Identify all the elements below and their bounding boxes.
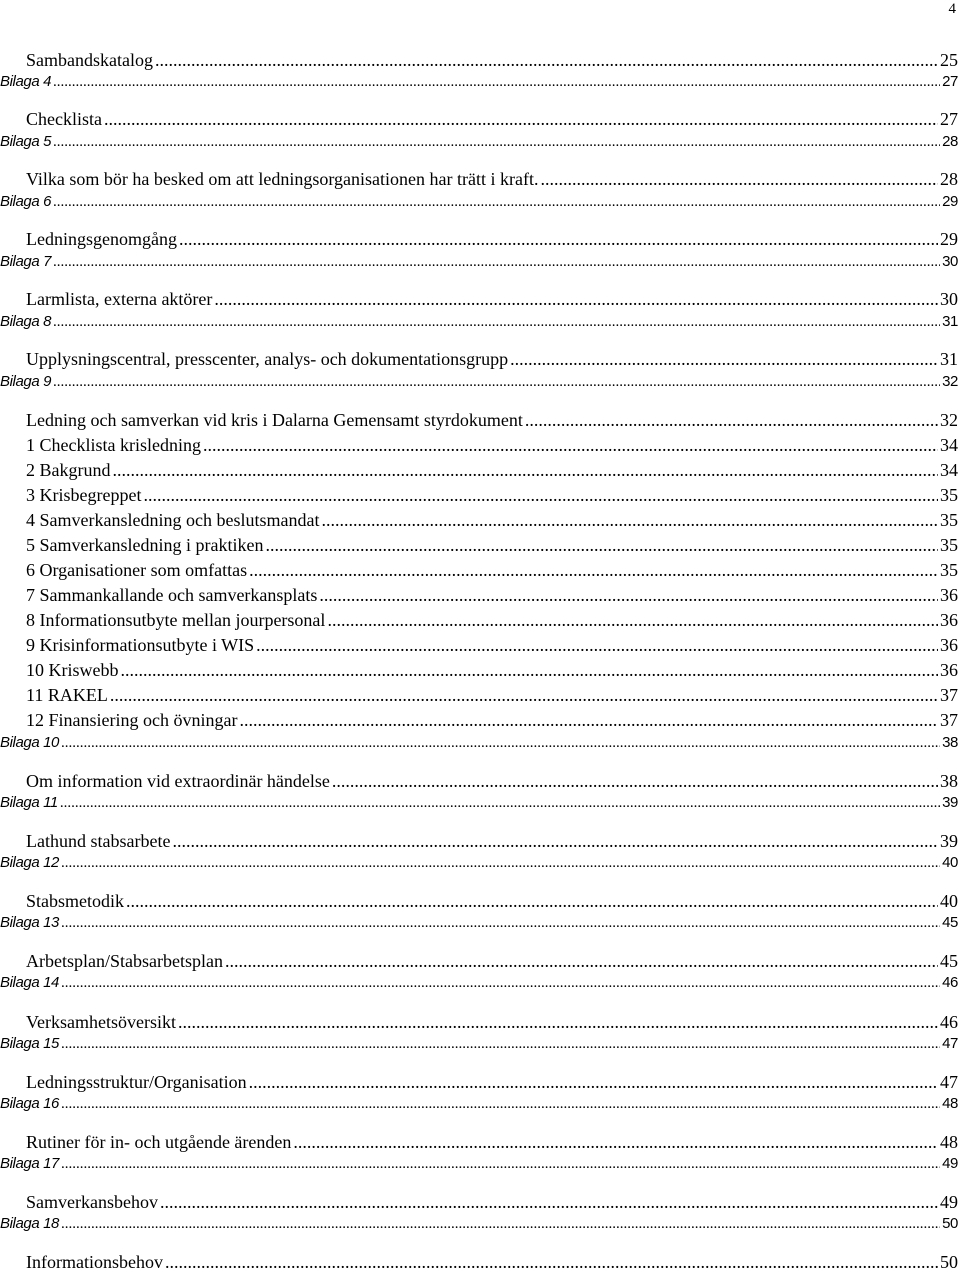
toc-entry-label: 11 RAKEL <box>26 685 108 705</box>
toc-leader-dots <box>104 108 938 130</box>
toc-entry-page: 48 <box>940 1132 958 1152</box>
toc-entry[interactable] <box>26 684 958 706</box>
toc-entry-label: Bilaga 8 <box>0 313 52 330</box>
toc-entry-label: Ledningsstruktur/Organisation <box>26 1072 247 1092</box>
toc-entry[interactable] <box>26 770 958 792</box>
toc-leader-dots <box>319 584 938 606</box>
toc-entry[interactable] <box>26 709 958 731</box>
toc-entry-label: 2 Bakgrund <box>26 460 111 480</box>
toc-entry-page: 27 <box>942 73 958 90</box>
toc-leader-dots <box>178 1011 938 1033</box>
toc-entry-label: 5 Samverkansledning i praktiken <box>26 535 264 555</box>
toc-leader-dots <box>110 684 938 706</box>
toc-leader-dots <box>61 914 940 932</box>
toc-entry[interactable] <box>26 434 958 456</box>
toc-entry[interactable] <box>26 459 958 481</box>
toc-entry-label: Bilaga 14 <box>0 974 59 991</box>
toc-entry-page: 35 <box>940 510 958 530</box>
toc-leader-dots <box>256 634 938 656</box>
toc-leader-dots <box>239 709 938 731</box>
toc-leader-dots <box>160 1191 938 1213</box>
toc-appendix-entry[interactable] <box>0 193 958 211</box>
toc-entry-label: Bilaga 13 <box>0 914 59 931</box>
toc-entry-page: 38 <box>942 734 958 751</box>
toc-leader-dots <box>203 434 938 456</box>
toc-entry[interactable] <box>26 49 958 71</box>
toc-leader-dots <box>143 484 938 506</box>
toc-leader-dots <box>53 133 940 151</box>
toc-entry[interactable] <box>26 1071 958 1093</box>
toc-entry-label: 4 Samverkansledning och beslutsmandat <box>26 510 320 530</box>
toc-entry-page: 25 <box>940 50 958 70</box>
page-number: 4 <box>948 1 956 17</box>
toc-appendix-entry[interactable] <box>0 313 958 331</box>
toc-entry[interactable] <box>26 108 958 130</box>
toc-leader-dots <box>121 659 939 681</box>
toc-entry-label: Bilaga 9 <box>0 373 52 390</box>
toc-entry[interactable] <box>26 509 958 531</box>
toc-entry-label: Checklista <box>26 109 102 129</box>
toc-entry-page: 49 <box>942 1155 958 1172</box>
toc-leader-dots <box>60 794 940 812</box>
toc-leader-dots <box>265 534 938 556</box>
toc-entry-page: 35 <box>940 560 958 580</box>
toc-appendix-entry[interactable] <box>0 974 958 992</box>
toc-entry-label: Bilaga 6 <box>0 193 52 210</box>
toc-entry-label: Samverkansbehov <box>26 1192 158 1212</box>
toc-entry-label: Rutiner för in- och utgående ärenden <box>26 1132 292 1152</box>
toc-entry-label: 1 Checklista krisledning <box>26 435 201 455</box>
toc-leader-dots <box>172 830 938 852</box>
toc-entry-page: 32 <box>942 373 958 390</box>
toc-entry-label: Bilaga 7 <box>0 253 52 270</box>
toc-entry[interactable] <box>26 890 958 912</box>
toc-entry-page: 34 <box>940 435 958 455</box>
toc-entry[interactable] <box>26 559 958 581</box>
toc-entry-label: Bilaga 5 <box>0 133 52 150</box>
toc-entry-page: 39 <box>942 794 958 811</box>
toc-entry[interactable] <box>26 584 958 606</box>
toc-leader-dots <box>53 373 940 391</box>
toc-entry-page: 40 <box>940 891 958 911</box>
toc-appendix-entry[interactable] <box>0 1095 958 1113</box>
toc-leader-dots <box>113 459 939 481</box>
toc-entry-label: Verksamhetsöversikt <box>26 1012 176 1032</box>
toc-entry-page: 35 <box>940 485 958 505</box>
toc-entry-page: 47 <box>942 1035 958 1052</box>
toc-entry-page: 32 <box>940 410 958 430</box>
toc-entry-page: 45 <box>942 914 958 931</box>
toc-entry-label: Ledningsgenomgång <box>26 229 177 249</box>
toc-leader-dots <box>61 734 940 752</box>
toc-entry-label: Vilka som bör ha besked om att ledningsorganisationen har trätt i kraft. <box>26 169 539 189</box>
toc-entry-label: Upplysningscentral, presscenter, analys- och dokumentationsgrupp <box>26 349 509 369</box>
toc-appendix-entry[interactable] <box>0 794 958 812</box>
toc-entry-page: 31 <box>940 349 958 369</box>
toc-entry-page: 29 <box>942 193 958 210</box>
toc-leader-dots <box>165 1251 938 1273</box>
toc-leader-dots <box>332 770 938 792</box>
toc-entry-page: 28 <box>942 133 958 150</box>
toc-entry-page: 27 <box>940 109 958 129</box>
toc-entry-label: 7 Sammankallande och samverkansplats <box>26 585 318 605</box>
toc-entry[interactable] <box>26 484 958 506</box>
toc-entry-page: 30 <box>942 253 958 270</box>
toc-entry-page: 39 <box>940 831 958 851</box>
toc-entry-page: 47 <box>940 1072 958 1092</box>
toc-entry-page: 50 <box>940 1252 958 1272</box>
toc-entry[interactable] <box>26 1131 958 1153</box>
toc-appendix-entry[interactable] <box>0 854 958 872</box>
toc-leader-dots <box>327 609 938 631</box>
toc-entry-page: 45 <box>940 951 958 971</box>
toc-entry-page: 36 <box>940 660 958 680</box>
toc-entry-page: 36 <box>940 635 958 655</box>
toc-entry-page: 30 <box>940 289 958 309</box>
toc-entry[interactable] <box>26 609 958 631</box>
toc-entry-page: 28 <box>940 169 958 189</box>
toc-appendix-entry[interactable] <box>0 914 958 932</box>
toc-entry-page: 36 <box>940 610 958 630</box>
toc-leader-dots <box>249 1071 938 1093</box>
toc-entry-page: 48 <box>942 1095 958 1112</box>
toc-leader-dots <box>249 559 938 581</box>
toc-entry-label: Larmlista, externa aktörer <box>26 289 213 309</box>
toc-entry[interactable] <box>26 830 958 852</box>
toc-entry[interactable] <box>26 228 958 250</box>
toc-entry-label: Lathund stabsarbete <box>26 831 171 851</box>
toc-entry-label: 3 Krisbegreppet <box>26 485 142 505</box>
toc-entry-label: Bilaga 16 <box>0 1095 59 1112</box>
toc-entry-label: Ledning och samverkan vid kris i Dalarna Gemensamt styrdokument <box>26 410 523 430</box>
toc-leader-dots <box>53 73 940 91</box>
toc-entry-label: Bilaga 4 <box>0 73 52 90</box>
toc-leader-dots <box>61 1035 940 1053</box>
toc-leader-dots <box>53 253 940 271</box>
toc-entry-page: 40 <box>942 854 958 871</box>
toc-leader-dots <box>214 288 938 310</box>
toc-leader-dots <box>179 228 938 250</box>
toc-leader-dots <box>540 168 938 190</box>
toc-entry-label: Bilaga 15 <box>0 1035 59 1052</box>
toc-entry-label: 6 Organisationer som omfattas <box>26 560 248 580</box>
toc-appendix-entry[interactable] <box>0 133 958 151</box>
toc-entry-page: 35 <box>940 535 958 555</box>
toc-entry[interactable] <box>26 950 958 972</box>
toc-entry-label: Stabsmetodik <box>26 891 124 911</box>
toc-entry[interactable] <box>26 634 958 656</box>
toc-entry-label: Bilaga 11 <box>0 794 58 811</box>
toc-entry[interactable] <box>26 1191 958 1213</box>
toc-entry-page: 50 <box>942 1215 958 1232</box>
toc-entry-page: 37 <box>940 710 958 730</box>
toc-leader-dots <box>525 409 938 431</box>
toc-entry-page: 29 <box>940 229 958 249</box>
toc-entry[interactable] <box>26 534 958 556</box>
toc-leader-dots <box>61 1155 940 1173</box>
toc-appendix-entry[interactable] <box>0 1215 958 1233</box>
toc-entry[interactable] <box>26 348 958 370</box>
toc-entry-page: 31 <box>942 313 958 330</box>
toc-appendix-entry[interactable] <box>0 1035 958 1053</box>
toc-appendix-entry[interactable] <box>0 1155 958 1173</box>
toc-entry-label: 8 Informationsutbyte mellan jourpersonal <box>26 610 326 630</box>
toc-appendix-entry[interactable] <box>0 373 958 391</box>
toc-entry-label: Om information vid extraordinär händelse <box>26 771 330 791</box>
toc-entry-label: Bilaga 17 <box>0 1155 59 1172</box>
toc-entry-page: 37 <box>940 685 958 705</box>
toc-entry-page: 49 <box>940 1192 958 1212</box>
toc-entry[interactable] <box>26 409 958 431</box>
toc-leader-dots <box>321 509 938 531</box>
toc-entry[interactable] <box>26 1011 958 1033</box>
toc-entry-label: 10 Kriswebb <box>26 660 119 680</box>
toc-leader-dots <box>225 950 938 972</box>
toc-appendix-entry[interactable] <box>0 253 958 271</box>
toc-leader-dots <box>61 974 940 992</box>
toc-leader-dots <box>126 890 938 912</box>
toc-entry[interactable] <box>26 168 958 190</box>
toc-leader-dots <box>61 1215 940 1233</box>
toc-entry-label: Bilaga 12 <box>0 854 59 871</box>
toc-entry[interactable] <box>26 288 958 310</box>
toc-entry-page: 38 <box>940 771 958 791</box>
toc-entry-label: Sambandskatalog <box>26 50 153 70</box>
toc-entry-label: Informationsbehov <box>26 1252 163 1272</box>
toc-leader-dots <box>61 854 940 872</box>
toc-entry-label: 9 Krisinformationsutbyte i WIS <box>26 635 255 655</box>
toc-entry-page: 46 <box>940 1012 958 1032</box>
toc-entry-label: Bilaga 18 <box>0 1215 59 1232</box>
toc-leader-dots <box>53 313 940 331</box>
toc-entry-label: Arbetsplan/Stabsarbetsplan <box>26 951 223 971</box>
toc-entry[interactable] <box>26 659 958 681</box>
toc-leader-dots <box>293 1131 938 1153</box>
toc-leader-dots <box>53 193 940 211</box>
toc-entry-label: 12 Finansiering och övningar <box>26 710 238 730</box>
toc-leader-dots <box>155 49 938 71</box>
toc-appendix-entry[interactable] <box>0 73 958 91</box>
toc-entry-page: 36 <box>940 585 958 605</box>
toc-entry-label: Bilaga 10 <box>0 734 59 751</box>
toc-leader-dots <box>510 348 938 370</box>
toc-entry-page: 34 <box>940 460 958 480</box>
toc-entry-page: 46 <box>942 974 958 991</box>
toc-appendix-entry[interactable] <box>0 734 958 752</box>
toc-leader-dots <box>61 1095 940 1113</box>
toc-entry[interactable] <box>26 1251 958 1273</box>
